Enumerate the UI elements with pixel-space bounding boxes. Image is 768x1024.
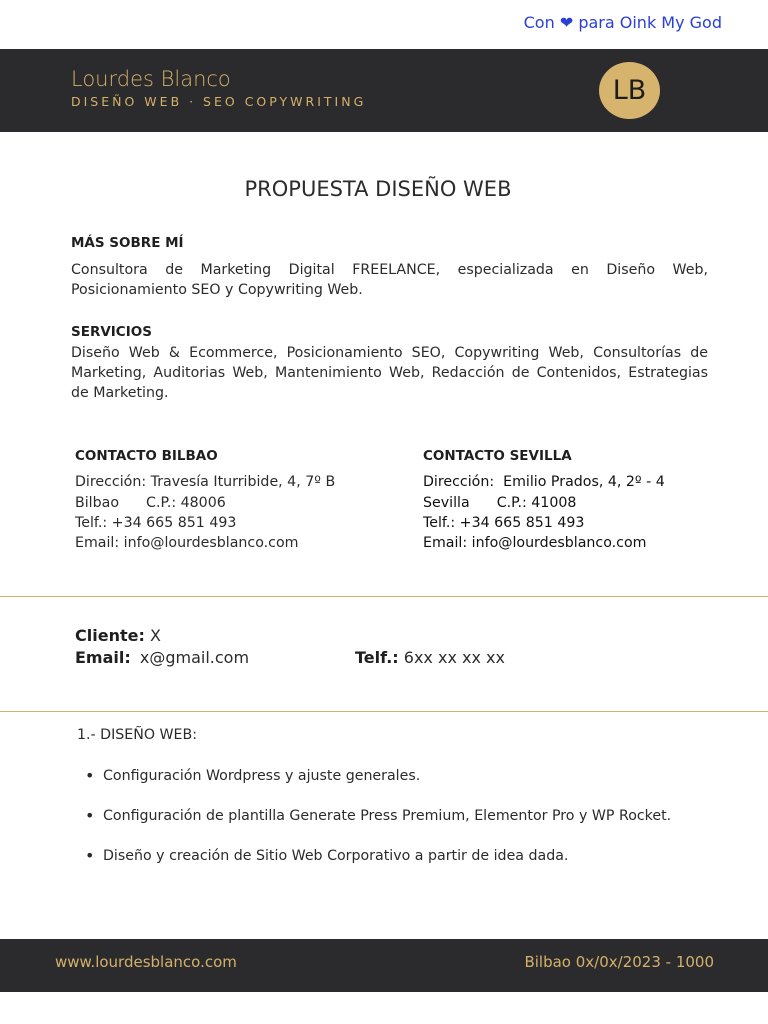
list-item: • Configuración de plantilla Generate Press Premium, Elementor Pro y WP Rocket. (103, 806, 683, 826)
list-item: • Configuración Wordpress y ajuste generales. (103, 766, 683, 786)
contact-bilbao (75, 446, 395, 553)
footer-website-link[interactable]: www.lourdesblanco.com (55, 953, 237, 971)
services-heading: SERVICIOS (71, 324, 152, 340)
contact-bilbao-email[interactable]: Email: info@lourdesblanco.com (75, 535, 299, 552)
client-phone-label: Telf.: (355, 648, 399, 667)
client-value: X (149, 626, 161, 645)
footer-bar (0, 939, 768, 992)
credit-prefix: Con (523, 13, 555, 32)
about-text: Consultora de Marketing Digital FREELANCE, especializada en Diseño Web, Posicionamiento SEO y Copywriting Web. (71, 262, 708, 298)
services-text: Diseño Web & Ecommerce, Posicionamiento SEO, Copywriting Web, Consultorías de Marketing, Auditorias Web, Mantenimiento Web, Redacción de Contenidos, Estrategias de Marketing. (71, 345, 708, 401)
list-item: • Diseño y creación de Sitio Web Corporativo a partir de idea dada. (103, 846, 683, 866)
contact-bilbao-city: Bilbao C.P.: 48006 (75, 494, 226, 511)
client-email-label: Email: (75, 648, 131, 667)
contact-bilbao-heading: CONTACTO BILBAO (75, 448, 218, 464)
credit-line[interactable] (524, 13, 722, 32)
contact-sevilla (423, 446, 723, 553)
web-design-list (103, 766, 683, 886)
credit-suffix: para Oink My God (578, 13, 722, 32)
section-web-design-title: 1.- DISEÑO WEB: (77, 727, 198, 743)
footer-reference: Bilbao 0x/0x/2023 - 1000 (524, 953, 714, 971)
client-phone-row (355, 648, 505, 667)
contact-sevilla-phone: Telf.: +34 665 851 493 (423, 514, 585, 531)
contact-sevilla-address: Dirección: Emilio Prados, 4, 2º - 4 (423, 474, 665, 491)
gold-divider-bottom (0, 711, 768, 712)
brand-subtitle: DISEÑO WEB · SEO COPYWRITING (71, 94, 367, 109)
client-phone-value: 6xx xx xx xx (403, 648, 505, 667)
contact-bilbao-address: Dirección: Travesía Iturribide, 4, 7º B (75, 474, 336, 491)
client-name-row (75, 626, 161, 645)
client-email-row (75, 648, 249, 667)
contact-sevilla-email[interactable]: Email: info@lourdesblanco.com (423, 535, 647, 552)
contact-sevilla-city: Sevilla C.P.: 41008 (423, 494, 577, 511)
heart-icon: ❤ (559, 13, 574, 32)
contact-bilbao-phone: Telf.: +34 665 851 493 (75, 514, 237, 531)
gold-divider-top (0, 596, 768, 597)
document-title: PROPUESTA DISEÑO WEB (244, 177, 512, 201)
client-label: Cliente: (75, 626, 145, 645)
client-email-value[interactable]: x@gmail.com (139, 648, 250, 667)
about-heading: MÁS SOBRE MÍ (71, 235, 184, 251)
logo-badge: LB (599, 62, 660, 119)
header-bar (0, 49, 768, 132)
brand-name: Lourdes Blanco (71, 67, 231, 91)
contact-sevilla-heading: CONTACTO SEVILLA (423, 448, 572, 464)
